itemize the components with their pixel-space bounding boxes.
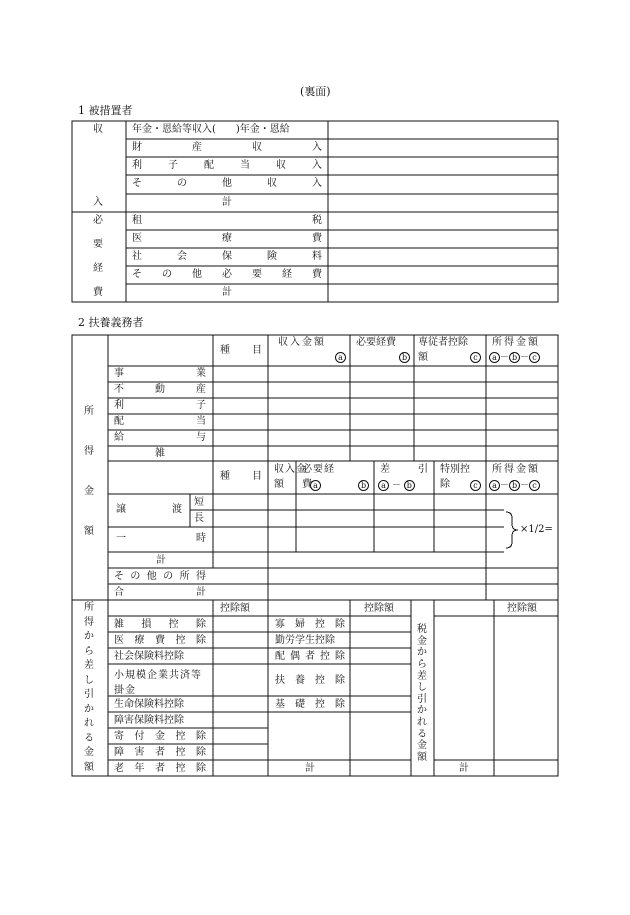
- s2-h2-income-line2: 額: [274, 479, 284, 490]
- s2-deduction-left-row: 医 療 費 控 除: [114, 635, 206, 646]
- mark-c-icon: c: [470, 480, 481, 491]
- s2-transfer-long: 長: [194, 513, 204, 524]
- s1-expense-row: そ の 他 必 要 経 費: [132, 269, 322, 280]
- s2-h1-expense: 必要経費: [356, 337, 396, 348]
- s2-income-row: 給 与: [114, 432, 206, 443]
- s1-expense-group-char: 費: [93, 287, 103, 298]
- s2-h2-diff: 差 引: [380, 464, 428, 475]
- s2-deduction-header: 控除額: [220, 603, 250, 614]
- s2-deduction-left-row: 生命保険料控除: [114, 699, 184, 710]
- s2-deduction-left-row: 障 害 者 控 除: [114, 747, 206, 758]
- s1-expense-row: 社 会 保 険 料: [132, 251, 322, 262]
- s2-h1-dedicated-line2: 額: [418, 352, 428, 363]
- s2-deduction-mid-row: 扶 養 控 除: [275, 675, 345, 686]
- s1-expense-row: 租 税: [132, 215, 322, 226]
- mark-a-icon: a: [310, 480, 321, 491]
- s2-h2-total: 所得金額: [492, 464, 540, 475]
- s2-h1-dedicated: 専従者控除: [418, 337, 468, 348]
- s1-income-row: そ の 他 収 入: [132, 178, 322, 189]
- s2-transfer-short: 短: [194, 497, 204, 508]
- mark-c-icon: c: [470, 352, 481, 363]
- s2-deduction-left-row: 障害保険料控除: [114, 715, 184, 726]
- s2-h2-special-line2: 除: [440, 479, 450, 490]
- section2-heading: 2 扶養義務者: [78, 316, 144, 329]
- s2-income-row: 配 当: [114, 416, 206, 427]
- s2-deduction-header: 控除額: [507, 603, 537, 614]
- s2-deduction-mid-row: 寡 婦 控 除: [275, 619, 345, 630]
- s2-deduction-left-row: 老 年 者 控 除: [114, 763, 206, 774]
- mark-b-icon: b: [358, 480, 369, 491]
- s2-tax-group-label: 税 金 か ら 差 し 引 か れ る 金 額: [417, 624, 427, 763]
- s2-h2-special: 特別控: [440, 464, 470, 475]
- s2-deduction-left-row: 小規模企業共済等掛金: [114, 670, 202, 696]
- s2-income-row: 雑: [155, 448, 165, 459]
- section1-heading: 1 被措置者: [78, 104, 133, 117]
- s2-deduction-mid-row: 配 偶 者 控 除: [275, 651, 345, 662]
- s2-deduction-left-row: 社会保険料控除: [114, 651, 184, 662]
- s2-h1-total: 所得金額: [492, 337, 540, 348]
- mark-b-icon: b: [399, 352, 410, 363]
- s1-expense-group-char: 経: [93, 263, 103, 274]
- s1-income-row: 財 産 収 入: [132, 142, 322, 153]
- s2-deduction-left-row: 寄 付 金 控 除: [114, 731, 206, 742]
- s2-h2-income: 収入金: [274, 464, 307, 475]
- s2-income-row: 不 動 産: [114, 384, 206, 395]
- s2-deduction-mid-row: 勤労学生控除: [275, 635, 335, 646]
- s2-income-row: 事 業: [114, 368, 206, 379]
- s2-deduction-left-row: 雑 損 控 除: [114, 619, 206, 630]
- s2-deduction-group-label: 所 得 か ら 差 し 引 か れ る 金 額: [84, 602, 94, 773]
- s1-expense-total: 計: [222, 287, 232, 298]
- s2-h2-expense: 必要経: [302, 464, 335, 475]
- s2-income-group-label: 所 得 金 額: [84, 406, 94, 537]
- s2-deduction-mid-row: 基 礎 控 除: [275, 699, 345, 710]
- s1-income-group-top: 収: [93, 124, 103, 135]
- s2-grand-total: 合 計: [114, 587, 206, 598]
- s1-income-total: 計: [222, 197, 232, 208]
- s1-expense-row: 医 療 費: [132, 233, 322, 244]
- s2-transfer-label: 譲 渡: [116, 504, 182, 515]
- s2-h2-formula: a － b － c: [489, 480, 540, 491]
- page-title: (裏面): [300, 85, 331, 98]
- s1-income-row: 年金・恩給等収入( )年金・恩給: [132, 124, 290, 135]
- s2-income-row: 利 子: [114, 400, 206, 411]
- s1-income-group-bottom: 入: [93, 197, 103, 208]
- s2-half-note: ×1/2=: [520, 524, 553, 535]
- s2-mid-total: 計: [305, 763, 315, 774]
- s2-subtotal: 計: [156, 555, 166, 566]
- s2-other-income: そ の 他 の 所 得: [114, 571, 206, 582]
- s2-temporary: 一 時: [116, 533, 206, 544]
- s2-h1-formula: a － b － c: [489, 352, 540, 363]
- s2-deduction-header: 控除額: [364, 603, 394, 614]
- s2-h2-type: 種 目: [220, 471, 262, 482]
- s2-tax-total: 計: [459, 763, 469, 774]
- mark-a-icon: a: [335, 352, 346, 363]
- s1-expense-group-char: 要: [93, 239, 103, 250]
- s1-expense-group-char: 必: [93, 215, 103, 226]
- s2-h1-income: 収入金額: [278, 337, 326, 348]
- s1-income-row: 利 子 配 当 収 入: [132, 160, 322, 171]
- s2-h2-diff-formula: a － b: [378, 480, 415, 491]
- s2-h1-type: 種 目: [220, 345, 262, 356]
- s2-h2-expense-line2: 費: [302, 479, 312, 490]
